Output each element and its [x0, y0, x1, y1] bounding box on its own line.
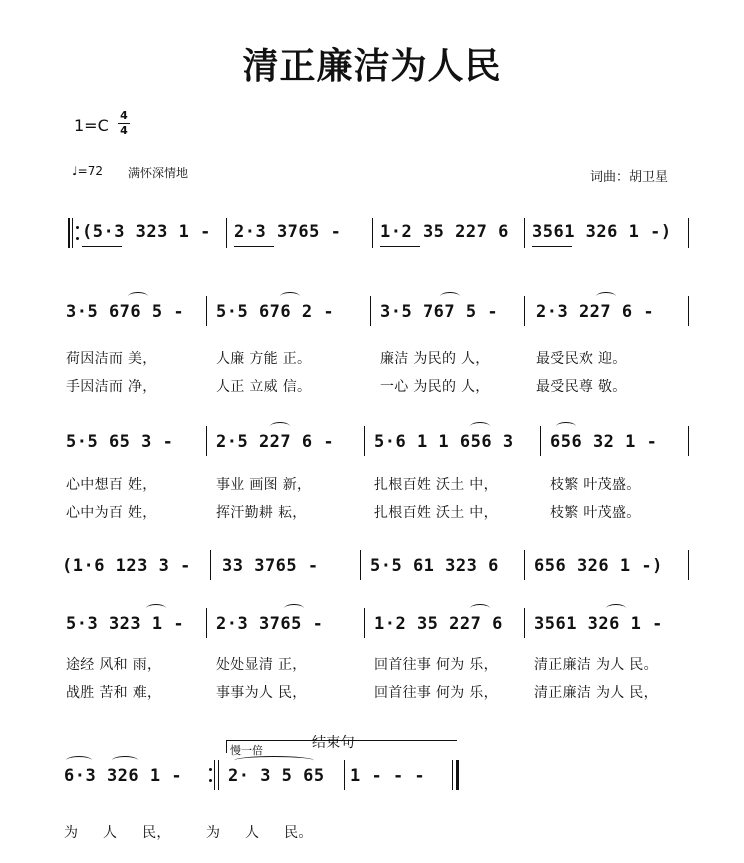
measure: 3·5 767 5 -	[380, 302, 499, 322]
lyric: 事业 画图 新，	[216, 477, 312, 493]
measure: (1·6 123 3 -	[62, 556, 191, 576]
lyric: 心中想百 姓，	[66, 477, 157, 493]
lyric: 最受民欢 迎。	[536, 351, 627, 367]
meter-top: 4	[120, 109, 128, 122]
lyric: 挥汗勤耕 耘，	[216, 505, 307, 521]
lyric: 荷因洁而 美，	[66, 351, 157, 367]
lyric: 廉洁 为民的 人，	[380, 351, 490, 367]
measure: 33 3765 -	[222, 556, 319, 576]
lyric: 处处显清 正，	[216, 657, 307, 673]
measure: 3561 326 1 -)	[532, 222, 672, 242]
measure: 1·2 35 227 6	[380, 222, 509, 242]
measure: 6·3 326 1 -	[64, 766, 183, 786]
measure: (5·3 323 1 -	[82, 222, 211, 242]
tempo-marking: ♩=72	[72, 164, 103, 178]
measure: 2·5 227 6 -	[216, 432, 335, 452]
measure: 2·3 3765 -	[216, 614, 324, 634]
lyric: 为 人 民，	[64, 825, 171, 841]
composer-credit: 词曲：胡卫星	[590, 170, 669, 185]
coda-label: 结束句	[312, 735, 355, 751]
measure: 656 32 1 -	[550, 432, 658, 452]
measure: 5·3 323 1 -	[66, 614, 185, 634]
lyric: 事事为人 民，	[216, 685, 307, 701]
lyric: 扎根百姓 沃土 中，	[374, 477, 498, 493]
measure: 5·5 676 2 -	[216, 302, 335, 322]
song-title: 清正廉洁为人民	[242, 46, 502, 87]
lyric: 清正廉洁 为人 民。	[534, 657, 658, 673]
lyric: 为 人 民。	[206, 825, 313, 841]
lyric: 回首往事 何为 乐，	[374, 657, 498, 673]
lyric: 枝繁 叶茂盛。	[550, 505, 641, 521]
measure: 5·5 61 323 6	[370, 556, 499, 576]
measure: 5·5 65 3 -	[66, 432, 174, 452]
expression-marking: 满怀深情地	[128, 166, 189, 180]
measure: 3561 326 1 -	[534, 614, 663, 634]
lyric: 手因洁而 净，	[66, 379, 157, 395]
measure: 656 326 1 -)	[534, 556, 663, 576]
lyric: 途经 风和 雨，	[66, 657, 162, 673]
measure: 2·3 227 6 -	[536, 302, 655, 322]
lyric: 人正 立威 信。	[216, 379, 312, 395]
measure: 5·6 1 1 656 3	[374, 432, 514, 452]
lyric: 一心 为民的 人，	[380, 379, 490, 395]
measure: 1 - - -	[350, 766, 426, 786]
key-signature: 1=C	[74, 116, 109, 135]
lyric: 枝繁 叶茂盛。	[550, 477, 641, 493]
measure: 2· 3 5 65	[228, 766, 325, 786]
lyric: 清正廉洁 为人 民，	[534, 685, 658, 701]
time-signature	[118, 110, 130, 137]
lyric: 人廉 方能 正。	[216, 351, 312, 367]
lyric: 最受民尊 敬。	[536, 379, 627, 395]
lyric: 心中为百 姓，	[66, 505, 157, 521]
lyric: 回首往事 何为 乐，	[374, 685, 498, 701]
measure: 1·2 35 227 6	[374, 614, 503, 634]
measure: 2·3 3765 -	[234, 222, 342, 242]
lyric: 扎根百姓 沃土 中，	[374, 505, 498, 521]
measure: 3·5 676 5 -	[66, 302, 185, 322]
meter-bottom: 4	[120, 124, 128, 137]
lyric: 战胜 苦和 难，	[66, 685, 162, 701]
slow-label: 慢一倍	[230, 744, 263, 757]
